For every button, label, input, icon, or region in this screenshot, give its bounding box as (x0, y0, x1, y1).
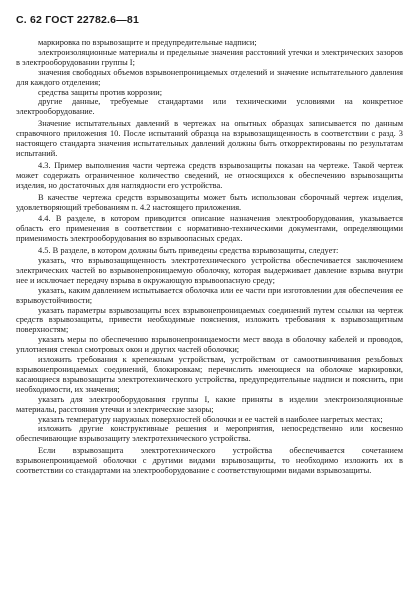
paragraph: маркировка по взрывозащите и предупредительные надписи; (38, 38, 257, 47)
paragraph: 4.4. В разделе, в котором приводится описание назначения электрооборудования, указывается область его применения в соответствии с нормативно-техническими документами, определяющими применимость электрооборудования во взрывоопасных средах. (16, 214, 403, 244)
paragraph: другие данные, требуемые стандартами или техническими условиями на конкретное электрооборудование. (16, 97, 403, 117)
paragraph: указать температуру наружных поверхностей оболочки и ее частей в наиболее нагретых местах; (38, 414, 383, 424)
paragraph: указать меры по обеспечению взрывонепроницаемости мест ввода в оболочку кабелей и проводов, уплотнения стекол смотровых окон и других частей оболочки; (16, 335, 403, 355)
paragraph: указать, что взрывозащищенность электротехнического устройства обеспечивается заключением электрических частей во взрывонепроницаемую оболочку, которая выдерживает давление взрыва внутри нее и исключает передачу взрыва в окружающую взрывоопасную среду; (16, 256, 403, 285)
paragraph: значения свободных объемов взрывонепроницаемых отделений и значение испытательного давления для каждого отделения; (16, 67, 403, 87)
paragraph: 4.3. Пример выполнения части чертежа средств взрывозащиты показан на чертеже. Такой чертеж может содержать ограниченное количество сведений, не относящихся к обеспечению взрывозащиты изделия, но достаточных для наглядности его устройства. (16, 160, 403, 190)
document-body (16, 38, 403, 476)
paragraph: средства защиты против коррозии; (38, 87, 163, 97)
paragraph: Значение испытательных давлений в чертежах на опытных образцах записывается по данным справочного приложения 10. После испытаний образца на взрывозащищенность в соответствии с разд. 3 настоящего стандарта значения испытательных давлений должны быть откорректированы по результатам испытаний. (16, 119, 403, 158)
paragraph: указать, каким давлением испытывается оболочка или ее части при изготовлении для обеспечения ее взрывоустойчивости; (16, 285, 403, 305)
paragraph: изложить другие конструктивные решения и мероприятия, непосредственно или косвенно обеспечивающие взрывозащиту электротехнического устройства. (16, 424, 403, 444)
paragraph: Если взрывозащита электротехнического устройства обеспечивается сочетанием взрывонепроницаемой оболочки с другими видами взрывозащиты, то необходимо изложить их в соответствии со стандартами на электрооборудование с соответствующими видами взрывозащиты. (16, 446, 403, 476)
paragraph: изложить требования к крепежным устройствам, устройствам от самоотвинчивания резьбовых взрывонепроницаемых соединений, блокировкам; перечислить имеющиеся на оболочке маркировки, касающиеся взрывозащиты электротехнического устройства, предупредительные надписи и пояснить, при необходимости, их значения; (16, 355, 403, 394)
paragraph: указать параметры взрывозащиты всех взрывонепроницаемых соединений путем ссылки на чертеж средств взрывозащиты, привести необходимые пояснения, изложить требования к взрывозащитным поверхностям; (16, 305, 403, 335)
paragraph: В качестве чертежа средств взрывозащиты может быть использован сборочный чертеж изделия, удовлетворяющий требованиям п. 4.2 настоящего приложения. (16, 192, 403, 212)
paragraph: указать для электрооборудования группы I, какие приняты в изделии электроизоляционные материалы, расстояния утечки и электрические зазоры; (16, 394, 403, 414)
paragraph: электроизоляционные материалы и предельные значения расстояний утечки и электрических зазоров в электрооборудовании группы I; (16, 47, 403, 67)
paragraph: 4.5. В разделе, в котором должны быть приведены средства взрывозащиты, следует: (38, 246, 339, 256)
page-header: С. 62 ГОСТ 22782.6—81 (16, 14, 139, 26)
